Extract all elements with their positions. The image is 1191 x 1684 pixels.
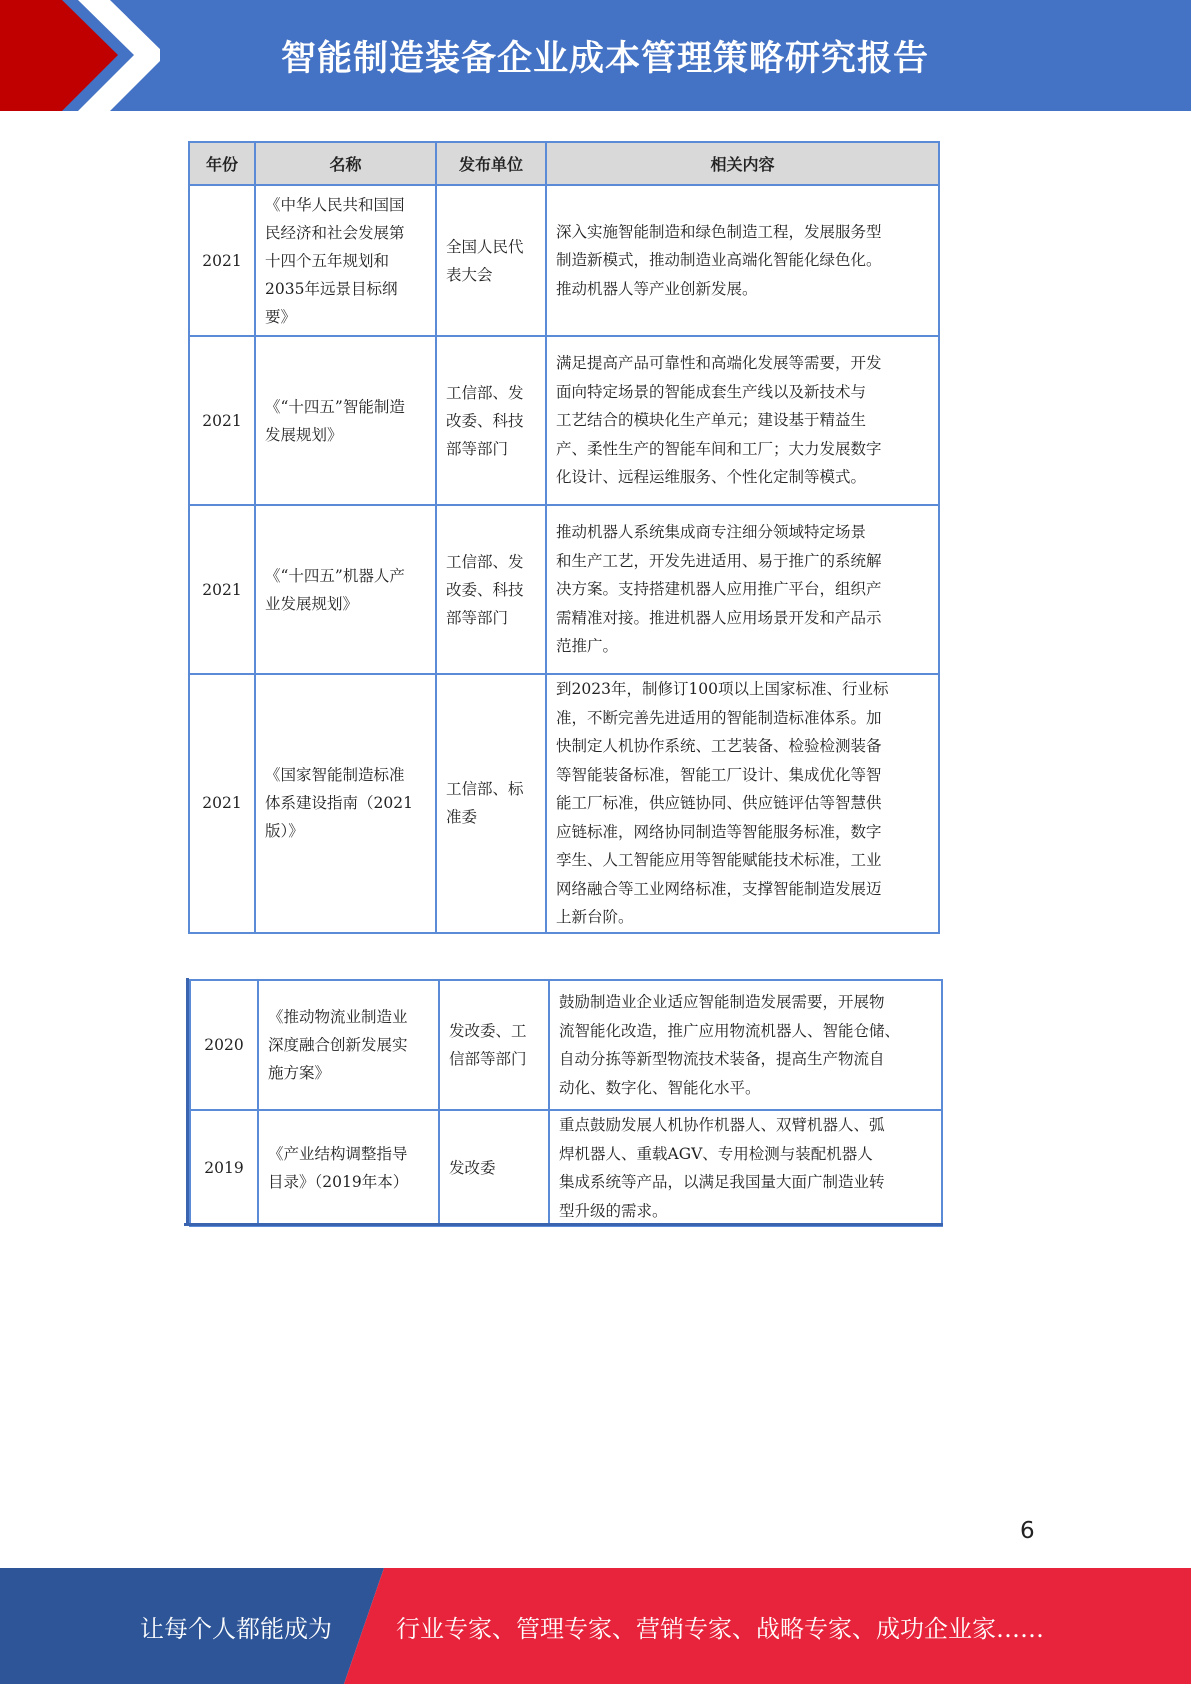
publisher-cell	[436, 674, 546, 933]
publisher-line: 工信部、发	[446, 552, 524, 571]
policy-table-continued	[189, 979, 943, 1227]
table-row	[189, 336, 939, 505]
year-cell: 2019	[190, 1110, 258, 1226]
content-line: 化设计、远程运维服务、个性化定制等模式。	[556, 468, 867, 487]
column-header-content: 相关内容	[546, 142, 939, 185]
content-line: 重点鼓励发展人机协作机器人、双臂机器人、弧	[559, 1116, 885, 1134]
year-cell: 2021	[189, 674, 255, 933]
table-bottom-rule	[184, 1223, 943, 1226]
publisher-line: 发改委、工	[449, 1022, 527, 1040]
content-line: 焊机器人、重载AGV、专用检测与装配机器人	[559, 1144, 873, 1163]
content-line: 能工厂标准，供应链协同、供应链评估等智慧供	[556, 794, 882, 812]
publisher-line: 发改委	[449, 1159, 496, 1177]
content-line: 上新台阶。	[556, 908, 634, 926]
name-line: 十四个五年规划和	[265, 251, 390, 270]
name-line: 目录》（2019年本）	[268, 1173, 409, 1191]
table-row	[189, 674, 939, 933]
content-line: 动化、数字化、智能化水平。	[559, 1078, 761, 1097]
table-row	[189, 185, 939, 336]
footer-slogan-right: 行业专家、管理专家、营销专家、战略专家、成功企业家……	[396, 1614, 1044, 1643]
name-line: 施方案》	[268, 1064, 331, 1082]
publisher-line: 改委、科技	[446, 580, 524, 599]
chevron-arrow-icon	[0, 0, 160, 111]
name-line: 《中华人民共和国国	[265, 195, 405, 214]
publisher-cell	[436, 185, 546, 336]
content-line: 推动机器人系统集成商专注细分领域特定场景	[556, 523, 867, 542]
report-title: 智能制造装备企业成本管理策略研究报告	[280, 38, 929, 79]
publisher-cell	[439, 980, 549, 1110]
year-cell: 2021	[189, 185, 255, 336]
content-line: 到2023年，制修订100项以上国家标准、行业标	[556, 680, 889, 698]
content-line: 范推广。	[556, 637, 619, 656]
publisher-line: 准委	[446, 808, 478, 827]
name-line: 《国家智能制造标准	[265, 766, 405, 785]
name-line: 体系建设指南（2021	[265, 794, 413, 813]
content-line: 快制定人机协作系统、工艺装备、检验检测装备	[556, 737, 882, 755]
publisher-line: 工信部、标	[446, 780, 524, 799]
publisher-line: 部等部门	[446, 439, 509, 458]
name-line: 版）》	[265, 822, 304, 841]
content-cell	[546, 505, 939, 674]
year-cell: 2021	[189, 505, 255, 674]
name-line: 《“十四五”机器人产	[265, 566, 405, 585]
publisher-line: 表大会	[446, 265, 493, 284]
column-header-name: 名称	[255, 142, 436, 185]
publisher-line: 信部等部门	[449, 1050, 527, 1068]
content-line: 自动分拣等新型物流技术装备，提高生产物流自	[559, 1050, 885, 1068]
table-header-row	[189, 142, 939, 185]
page-footer	[0, 1568, 1191, 1684]
name-line: 深度融合创新发展实	[268, 1036, 408, 1054]
name-line: 《“十四五”智能制造	[265, 397, 405, 416]
content-line: 推动机器人等产业创新发展。	[556, 279, 758, 298]
policy-table	[188, 141, 940, 934]
publisher-line: 工信部、发	[446, 383, 524, 402]
table-row	[189, 505, 939, 674]
page-header	[0, 0, 1191, 111]
publisher-line: 改委、科技	[446, 411, 524, 430]
table-row	[190, 980, 942, 1110]
content-cell	[546, 336, 939, 505]
year-cell: 2021	[189, 336, 255, 505]
content-cell	[549, 980, 942, 1110]
content-cell	[549, 1110, 942, 1226]
content-line: 网络融合等工业网络标准，支撑智能制造发展迈	[556, 879, 882, 898]
content-line: 型升级的需求。	[559, 1201, 668, 1220]
content-line: 集成系统等产品，以满足我国量大面广制造业转	[559, 1173, 885, 1191]
name-line: 《产业结构调整指导	[268, 1145, 408, 1163]
content-line: 面向特定场景的智能成套生产线以及新技术与	[556, 382, 867, 401]
column-header-publisher: 发布单位	[436, 142, 546, 185]
content-line: 满足提高产品可靠性和高端化发展等需要，开发	[556, 354, 882, 373]
name-cell	[255, 505, 436, 674]
name-line: 2035年远景目标纲	[265, 279, 398, 298]
content-line: 应链标准，网络协同制造等智能服务标准，数字	[556, 822, 882, 841]
column-header-year: 年份	[189, 142, 255, 185]
name-line: 业发展规划》	[265, 594, 359, 613]
content-line: 和生产工艺，开发先进适用、易于推广的系统解	[556, 551, 882, 570]
content-line: 等智能装备标准，智能工厂设计、集成优化等智	[556, 765, 882, 784]
name-cell	[258, 1110, 439, 1226]
publisher-cell	[436, 336, 546, 505]
footer-slogan-left: 让每个人都能成为	[140, 1614, 332, 1643]
content-cell	[546, 674, 939, 933]
page-number: 6	[1020, 1518, 1035, 1544]
content-line: 决方案。支持搭建机器人应用推广平台，组织产	[556, 580, 882, 599]
content-line: 鼓励制造业企业适应智能制造发展需要，开展物	[559, 993, 885, 1011]
content-line: 流智能化改造，推广应用物流机器人、智能仓储、	[559, 1021, 901, 1040]
publisher-line: 部等部门	[446, 608, 509, 627]
content-line: 产、柔性生产的智能车间和工厂；大力发展数字	[556, 439, 882, 458]
table-row	[190, 1110, 942, 1226]
publisher-cell	[436, 505, 546, 674]
content-line: 需精准对接。推进机器人应用场景开发和产品示	[556, 608, 882, 627]
name-line: 《推动物流业制造业	[268, 1008, 408, 1026]
content-line: 工艺结合的模块化生产单元；建设基于精益生	[556, 411, 867, 430]
content-line: 准，不断完善先进适用的智能制造标准体系。加	[556, 708, 882, 727]
table-left-rule	[186, 978, 189, 1225]
year-cell: 2020	[190, 980, 258, 1110]
content-cell	[546, 185, 939, 336]
name-cell	[258, 980, 439, 1110]
name-line: 发展规划》	[265, 425, 343, 444]
content-line: 制造新模式，推动制造业高端化智能化绿色化。	[556, 251, 882, 270]
name-cell	[255, 336, 436, 505]
content-line: 深入实施智能制造和绿色制造工程，发展服务型	[556, 222, 882, 241]
name-cell	[255, 185, 436, 336]
name-line: 要》	[265, 307, 297, 326]
name-cell	[255, 674, 436, 933]
name-line: 民经济和社会发展第	[265, 223, 405, 242]
content-line: 孪生、人工智能应用等智能赋能技术标准，工业	[556, 851, 882, 869]
publisher-cell	[439, 1110, 549, 1226]
publisher-line: 全国人民代	[446, 237, 524, 256]
